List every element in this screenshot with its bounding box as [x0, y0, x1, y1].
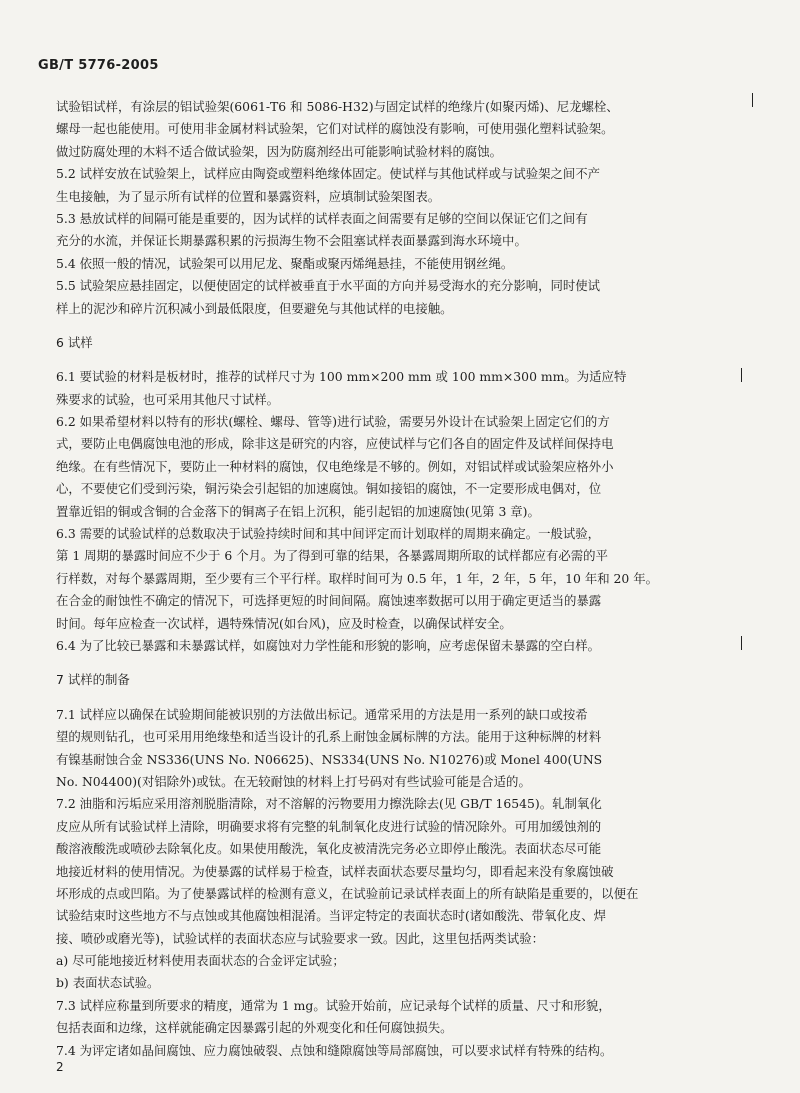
text-line: 置靠近铝的铜或含铜的合金落下的铜离子在铝上沉积，能引起铝的加速腐蚀(见第 3 章)。	[56, 503, 540, 519]
text-line: b) 表面状态试验。	[56, 975, 160, 991]
text-line: 5.2 试样安放在试验架上，试样应由陶瓷或塑料绝缘体固定。使试样与其他试样或与试验架之间不产	[56, 166, 601, 182]
document-body	[56, 96, 744, 1062]
text-line: 7.2 油脂和污垢应采用溶剂脱脂清除，对不溶解的污物要用力擦洗除去(见 GB/T 16545)。轧制氧化	[56, 796, 602, 812]
text-line: 5.4 依照一般的情况，试验架可以用尼龙、聚酯或聚丙烯绳悬挂，不能使用钢丝绳。	[56, 255, 514, 271]
text-line: 行样数，对每个暴露周期，至少要有三个平行样。取样时间可为 0.5 年，1 年，2 年，5 年，10 年和 20 年。	[56, 570, 659, 586]
clause-paragraph	[56, 1040, 744, 1062]
text-line: 殊要求的试验，也可采用其他尺寸试样。	[56, 391, 280, 407]
text-line: 6.2 如果希望材料以特有的形状(螺栓、螺母、管等)进行试验，需要另外设计在试验架上固定它们的方	[56, 414, 610, 430]
text-line: 5.5 试验架应悬挂固定，以便使固定的试样被垂直于水平面的方向并易受海水的充分影响，同时使试	[56, 278, 601, 294]
text-line: 7.1 试样应以确保在试验期间能被识别的方法做出标记。通常采用的方法是用一系列的缺口或按希	[56, 706, 588, 722]
text-line: 充分的水流，并保证长期暴露积累的污损海生物不会阻塞试样表面暴露到海水环境中。	[56, 233, 527, 249]
text-line: 心，不要使它们受到污染，铜污染会引起铝的加速腐蚀。铜如接铝的腐蚀，不一定要形成电偶对，位	[56, 481, 602, 497]
text-line: 做过防腐处理的木料不适合做试验架，因为防腐剂经出可能影响试验材料的腐蚀。	[56, 143, 503, 159]
clause-paragraph	[56, 163, 744, 208]
clause-paragraph	[56, 523, 744, 635]
clause-paragraph	[56, 793, 744, 950]
text-line: 螺母一起也能使用。可使用非金属材料试验架，它们对试样的腐蚀没有影响，可使用强化塑料试验架。	[56, 121, 614, 137]
text-line: a) 尽可能地接近材料使用表面状态的合金评定试验；	[56, 953, 345, 969]
page-number: 2	[56, 1060, 64, 1074]
text-line: 6.1 要试验的材料是板材时，推荐的试样尺寸为 100 mm×200 mm 或 100 mm×300 mm。为适应特	[56, 369, 627, 385]
section-5-clauses	[56, 96, 744, 320]
text-line: 望的规则钻孔，也可采用用绝缘垫和适当设计的孔系上耐蚀金属标牌的方法。能用于这种标牌的材料	[56, 729, 602, 745]
revision-mark	[741, 368, 742, 382]
text-line: 7.3 试样应称量到所要求的精度，通常为 1 mg。试验开始前，应记录每个试样的质量、尺寸和形貌，	[56, 997, 611, 1013]
text-line: 样上的泥沙和碎片沉积减小到最低限度，但要避免与其他试样的电接触。	[56, 300, 453, 316]
revision-mark	[752, 93, 753, 107]
clause-paragraph	[56, 96, 744, 163]
text-line: 有镍基耐蚀合金 NS336(UNS No. N06625)、NS334(UNS No. N10276)或 Monel 400(UNS	[56, 751, 603, 767]
text-line: 包括表面和边缘，这样就能确定因暴露引起的外观变化和任何腐蚀损失。	[56, 1020, 453, 1036]
section-6-clauses	[56, 366, 744, 657]
text-line: 5.3 悬放试样的间隔可能是重要的，因为试样的试样表面之间需要有足够的空间以保证它们之间有	[56, 210, 588, 226]
clause-paragraph	[56, 950, 744, 995]
text-line: 第 1 周期的暴露时间应不少于 6 个月。为了得到可靠的结果，各暴露周期所取的试样都应有必需的平	[56, 548, 608, 564]
clause-paragraph	[56, 275, 744, 320]
text-line: 6.3 需要的试验试样的总数取决于试验持续时间和其中间评定而计划取样的周期来确定。一般试验，	[56, 526, 601, 542]
text-line: 试验结束时这些地方不与点蚀或其他腐蚀相混淆。当评定特定的表面状态时(诸如酸洗、带氧化皮、焊	[56, 908, 607, 924]
clause-paragraph	[56, 253, 744, 275]
text-line: 试验铝试样，有涂层的铝试验架(6061-T6 和 5086-H32)与固定试样的绝缘片(如聚丙烯)、尼龙螺栓、	[56, 99, 619, 114]
standard-code-header: GB/T 5776-2005	[38, 58, 159, 73]
revision-mark	[741, 636, 742, 650]
text-line: 皮应从所有试验试样上清除，明确要求将有完整的轧制氧化皮进行试验的情况除外。可用加缓蚀剂的	[56, 818, 602, 834]
text-line: 酸溶液酸洗或喷砂去除氧化皮。如果使用酸洗，氧化皮被清洗完务必立即停止酸洗。表面状态尽可能	[56, 841, 602, 857]
text-line: No. N04400)(对铝除外)或钛。在无较耐蚀的材料上打号码对有些试验可能是合适的。	[56, 773, 531, 789]
clause-paragraph	[56, 635, 744, 657]
text-line: 时间。每年应检查一次试样，遇特殊情况(如台风)，应及时检查，以确保试样安全。	[56, 615, 512, 631]
section-6-heading: 6 试样	[56, 334, 93, 350]
text-line: 7.4 为评定诸如晶间腐蚀、应力腐蚀破裂、点蚀和缝隙腐蚀等局部腐蚀，可以要求试样有特殊的结构。	[56, 1042, 613, 1058]
text-line: 坏形成的点或凹陷。为了使暴露试样的检测有意义，在试验前记录试样表面上的所有缺陷是重要的，以便在	[56, 885, 639, 901]
text-line: 接、喷砂或磨光等)，试验试样的表面状态应与试验要求一致。因此，这里包括两类试验：	[56, 930, 545, 946]
text-line: 地接近材料的使用情况。为使暴露的试样易于检查，试样表面状态要尽量均匀，即看起来没有象腐蚀破	[56, 863, 614, 879]
clause-paragraph	[56, 704, 744, 794]
section-7-clauses	[56, 704, 744, 1062]
text-line: 式，要防止电偶腐蚀电池的形成，除非这是研究的内容，应使试样与它们各自的固定件及试样间保持电	[56, 436, 614, 452]
text-line: 绝缘。在有些情况下，要防止一种材料的腐蚀，仅电绝缘是不够的。例如，对铝试样或试验架应格外小	[56, 458, 614, 474]
clause-paragraph	[56, 995, 744, 1040]
section-7-heading: 7 试样的制备	[56, 672, 130, 688]
text-line: 6.4 为了比较已暴露和未暴露试样，如腐蚀对力学性能和形貌的影响，应考虑保留未暴露的空白样。	[56, 637, 601, 653]
clause-paragraph	[56, 366, 744, 411]
text-line: 生电接触，为了显示所有试样的位置和暴露资料，应填制试验架图表。	[56, 188, 441, 204]
clause-paragraph	[56, 208, 744, 253]
text-line: 在合金的耐蚀性不确定的情况下，可选择更短的时间间隔。腐蚀速率数据可以用于确定更适当的暴露	[56, 593, 602, 609]
clause-paragraph	[56, 411, 744, 523]
